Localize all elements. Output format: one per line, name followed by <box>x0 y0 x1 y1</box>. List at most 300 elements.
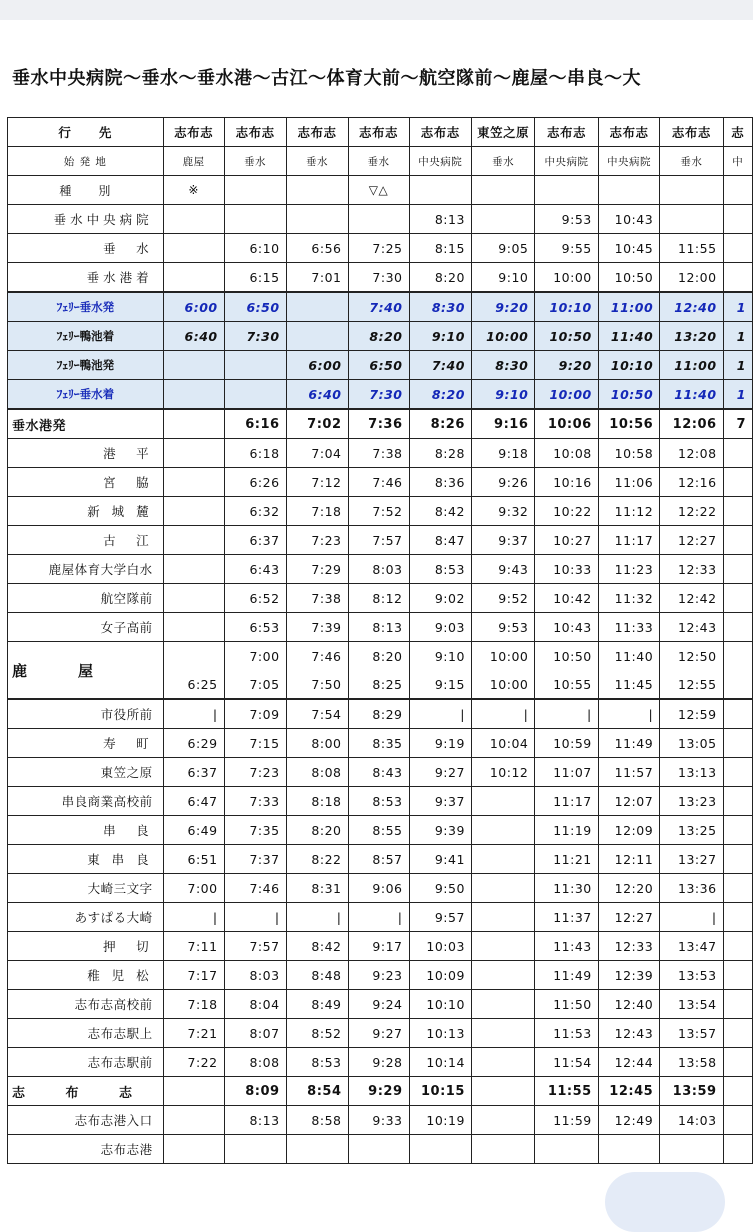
time-cell: 7:30 <box>348 263 409 293</box>
time-cell: 11:19 <box>535 816 598 845</box>
time-cell: 8:18 <box>286 787 348 816</box>
time-cell: 11:55 <box>660 234 723 263</box>
time-cell: | <box>286 903 348 932</box>
time-cell: 8:00 <box>286 729 348 758</box>
time-cell: 6:32 <box>224 497 286 526</box>
time-cell: 10:00 <box>535 380 598 410</box>
time-cell <box>723 1077 752 1106</box>
time-cell: 7:57 <box>348 526 409 555</box>
time-cell: 7:52 <box>348 497 409 526</box>
time-cell: 12:59 <box>660 699 723 729</box>
time-cell <box>598 1135 659 1164</box>
time-cell <box>163 1106 224 1135</box>
time-cell: 7:21 <box>163 1019 224 1048</box>
time-cell <box>471 816 534 845</box>
time-cell: 10:50 <box>535 322 598 351</box>
time-cell <box>348 205 409 234</box>
time-cell: 6:37 <box>163 758 224 787</box>
time-cell: 10:43 <box>598 205 659 234</box>
time-cell: 9:20 <box>471 292 534 322</box>
time-cell: | <box>163 699 224 729</box>
timetable-row <box>8 234 753 263</box>
time-cell: 8:30 <box>471 351 534 380</box>
timetable-row <box>8 1019 753 1048</box>
time-cell: 1 <box>723 380 752 410</box>
time-cell: 14:03 <box>660 1106 723 1135</box>
time-cell: 13:54 <box>660 990 723 1019</box>
time-cell: 1 <box>723 351 752 380</box>
timetable-row <box>8 263 753 293</box>
time-cell <box>723 205 752 234</box>
time-cell <box>224 351 286 380</box>
time-cell: 6:40 <box>286 380 348 410</box>
time-cell: | <box>348 903 409 932</box>
time-cell: 7:23 <box>286 526 348 555</box>
floating-action-button[interactable] <box>605 1172 725 1232</box>
timetable-row <box>8 816 753 845</box>
stop-label: 垂水港発 <box>8 409 164 439</box>
time-cell: 6:00 <box>163 292 224 322</box>
time-cell: 9:15 <box>409 670 471 699</box>
time-cell: 12:42 <box>660 584 723 613</box>
time-cell: 10:22 <box>535 497 598 526</box>
time-cell: 8:20 <box>348 642 409 671</box>
time-cell: 12:45 <box>598 1077 659 1106</box>
time-cell: 11:17 <box>598 526 659 555</box>
time-cell <box>723 439 752 468</box>
stop-label: あすぱる大崎 <box>8 903 164 932</box>
time-cell: 7:00 <box>163 874 224 903</box>
time-cell: 8:12 <box>348 584 409 613</box>
time-cell: 7 <box>723 409 752 439</box>
service-type-cell <box>224 176 286 205</box>
time-cell: 11:49 <box>598 729 659 758</box>
time-cell <box>535 1135 598 1164</box>
time-cell: 9:43 <box>471 555 534 584</box>
time-cell <box>471 1048 534 1077</box>
time-cell: 8:57 <box>348 845 409 874</box>
origin-cell: 垂水 <box>224 147 286 176</box>
time-cell <box>723 845 752 874</box>
time-cell: 8:53 <box>409 555 471 584</box>
time-cell: 7:18 <box>163 990 224 1019</box>
time-cell: 11:54 <box>535 1048 598 1077</box>
time-cell <box>471 961 534 990</box>
time-cell <box>723 555 752 584</box>
time-cell: 10:59 <box>535 729 598 758</box>
time-cell: 11:30 <box>535 874 598 903</box>
time-cell <box>723 1019 752 1048</box>
timetable-row <box>8 613 753 642</box>
destination-cell: 志布志 <box>286 118 348 147</box>
time-cell: 7:12 <box>286 468 348 497</box>
time-cell: 8:47 <box>409 526 471 555</box>
time-cell <box>224 380 286 410</box>
stop-label: 垂 水 <box>8 234 164 263</box>
time-cell: 8:48 <box>286 961 348 990</box>
time-cell <box>471 1019 534 1048</box>
stop-label: 寿 町 <box>8 729 164 758</box>
time-cell: 8:36 <box>409 468 471 497</box>
time-cell: 7:46 <box>348 468 409 497</box>
time-cell: 13:05 <box>660 729 723 758</box>
time-cell: 10:33 <box>535 555 598 584</box>
timetable-row <box>8 351 753 380</box>
time-cell: 6:18 <box>224 439 286 468</box>
time-cell: 10:04 <box>471 729 534 758</box>
time-cell <box>409 1135 471 1164</box>
time-cell: 6:10 <box>224 234 286 263</box>
timetable-row <box>8 932 753 961</box>
time-cell: 11:43 <box>535 932 598 961</box>
time-cell <box>723 932 752 961</box>
destination-cell: 志布志 <box>660 118 723 147</box>
timetable-row <box>8 787 753 816</box>
time-cell: 13:58 <box>660 1048 723 1077</box>
time-cell <box>163 584 224 613</box>
time-cell: 12:22 <box>660 497 723 526</box>
time-cell: 13:27 <box>660 845 723 874</box>
time-cell: 8:43 <box>348 758 409 787</box>
time-cell: 7:04 <box>286 439 348 468</box>
time-cell <box>723 961 752 990</box>
timetable-row <box>8 1106 753 1135</box>
time-cell <box>723 758 752 787</box>
stop-label: 志布志港 <box>8 1135 164 1164</box>
time-cell: 10:10 <box>409 990 471 1019</box>
header-row-destination <box>8 118 753 147</box>
time-cell: 10:09 <box>409 961 471 990</box>
time-cell: 7:23 <box>224 758 286 787</box>
time-cell: 9:52 <box>471 584 534 613</box>
timetable-row <box>8 468 753 497</box>
timetable-row <box>8 874 753 903</box>
time-cell: 11:40 <box>598 322 659 351</box>
time-cell: 11:53 <box>535 1019 598 1048</box>
stop-label: 市役所前 <box>8 699 164 729</box>
service-type-label: 種 別 <box>8 176 164 205</box>
time-cell: 11:55 <box>535 1077 598 1106</box>
time-cell: 7:46 <box>224 874 286 903</box>
time-cell: 8:03 <box>348 555 409 584</box>
stop-label: 女子高前 <box>8 613 164 642</box>
time-cell <box>471 990 534 1019</box>
time-cell <box>723 816 752 845</box>
time-cell: 9:33 <box>348 1106 409 1135</box>
time-cell: 7:39 <box>286 613 348 642</box>
time-cell: 11:00 <box>598 292 659 322</box>
time-cell: 11:12 <box>598 497 659 526</box>
time-cell <box>723 642 752 671</box>
time-cell: 9:57 <box>409 903 471 932</box>
time-cell <box>163 555 224 584</box>
service-type-cell: ※ <box>163 176 224 205</box>
timetable-row <box>8 1135 753 1164</box>
time-cell: 11:33 <box>598 613 659 642</box>
stop-label: 港 平 <box>8 439 164 468</box>
time-cell: 9:39 <box>409 816 471 845</box>
time-cell: 6:37 <box>224 526 286 555</box>
time-cell: 12:00 <box>660 263 723 293</box>
time-cell <box>723 497 752 526</box>
stop-label: 垂水中央病院 <box>8 205 164 234</box>
time-cell: 9:10 <box>471 380 534 410</box>
timetable-row <box>8 409 753 439</box>
time-cell <box>723 699 752 729</box>
time-cell <box>348 1135 409 1164</box>
time-cell: | <box>535 699 598 729</box>
time-cell <box>723 468 752 497</box>
time-cell: 8:15 <box>409 234 471 263</box>
time-cell: 9:53 <box>535 205 598 234</box>
timetable-row <box>8 1077 753 1106</box>
time-cell: 9:06 <box>348 874 409 903</box>
time-cell <box>163 380 224 410</box>
timetable-row <box>8 845 753 874</box>
time-cell <box>163 526 224 555</box>
timetable-row <box>8 497 753 526</box>
stop-label: ﾌｪﾘｰ垂水着 <box>8 380 164 410</box>
time-cell: 7:09 <box>224 699 286 729</box>
destination-cell: 志布志 <box>348 118 409 147</box>
time-cell <box>471 845 534 874</box>
time-cell: 11:40 <box>598 642 659 671</box>
time-cell: 7:05 <box>224 670 286 699</box>
time-cell: 9:16 <box>471 409 534 439</box>
time-cell: 10:55 <box>535 670 598 699</box>
time-cell <box>660 205 723 234</box>
time-cell <box>471 787 534 816</box>
destination-cell: 東笠之原 <box>471 118 534 147</box>
time-cell <box>471 874 534 903</box>
time-cell <box>163 263 224 293</box>
time-cell <box>163 351 224 380</box>
timetable-row <box>8 903 753 932</box>
time-cell: 12:43 <box>660 613 723 642</box>
timetable-row <box>8 380 753 410</box>
time-cell: 11:21 <box>535 845 598 874</box>
stop-label: 志 布 志 <box>8 1077 164 1106</box>
timetable-row <box>8 205 753 234</box>
time-cell: 13:23 <box>660 787 723 816</box>
time-cell <box>286 1135 348 1164</box>
time-cell: 11:32 <box>598 584 659 613</box>
stop-label: ﾌｪﾘｰ鴨池発 <box>8 351 164 380</box>
timetable-row <box>8 642 753 671</box>
time-cell <box>286 292 348 322</box>
time-cell <box>471 1135 534 1164</box>
timetable-row <box>8 990 753 1019</box>
time-cell: 8:20 <box>348 322 409 351</box>
time-cell: | <box>224 903 286 932</box>
time-cell <box>723 613 752 642</box>
time-cell: 8:58 <box>286 1106 348 1135</box>
service-type-cell <box>471 176 534 205</box>
time-cell: 9:18 <box>471 439 534 468</box>
time-cell: 10:56 <box>598 409 659 439</box>
time-cell: 8:53 <box>286 1048 348 1077</box>
time-cell: 8:13 <box>348 613 409 642</box>
time-cell: 10:12 <box>471 758 534 787</box>
time-cell <box>723 1048 752 1077</box>
time-cell: 6:16 <box>224 409 286 439</box>
time-cell: 12:16 <box>660 468 723 497</box>
service-type-cell <box>723 176 752 205</box>
time-cell: 9:19 <box>409 729 471 758</box>
time-cell: 8:42 <box>286 932 348 961</box>
destination-cell: 志布志 <box>163 118 224 147</box>
time-cell: 7:54 <box>286 699 348 729</box>
time-cell: 7:57 <box>224 932 286 961</box>
origin-cell: 中央病院 <box>535 147 598 176</box>
time-cell: 7:40 <box>348 292 409 322</box>
time-cell: 13:47 <box>660 932 723 961</box>
time-cell: 10:06 <box>535 409 598 439</box>
time-cell: 8:07 <box>224 1019 286 1048</box>
time-cell <box>471 932 534 961</box>
time-cell: 6:29 <box>163 729 224 758</box>
time-cell: 12:07 <box>598 787 659 816</box>
time-cell: 9:10 <box>409 322 471 351</box>
time-cell: 8:08 <box>286 758 348 787</box>
time-cell: 12:40 <box>660 292 723 322</box>
time-cell <box>723 263 752 293</box>
time-cell: 12:11 <box>598 845 659 874</box>
stop-label: 志布志駅前 <box>8 1048 164 1077</box>
time-cell: 10:42 <box>535 584 598 613</box>
stop-label: 志布志港入口 <box>8 1106 164 1135</box>
time-cell: 10:00 <box>535 263 598 293</box>
time-cell: 10:19 <box>409 1106 471 1135</box>
time-cell: 13:53 <box>660 961 723 990</box>
time-cell: 7:01 <box>286 263 348 293</box>
origin-cell: 垂水 <box>348 147 409 176</box>
time-cell: 12:06 <box>660 409 723 439</box>
time-cell: 10:14 <box>409 1048 471 1077</box>
time-cell: 7:00 <box>224 642 286 671</box>
time-cell <box>163 642 224 671</box>
time-cell: 10:16 <box>535 468 598 497</box>
time-cell: 7:29 <box>286 555 348 584</box>
time-cell: 12:40 <box>598 990 659 1019</box>
time-cell: 7:36 <box>348 409 409 439</box>
time-cell: 6:56 <box>286 234 348 263</box>
time-cell: 8:13 <box>224 1106 286 1135</box>
origin-cell: 中央病院 <box>598 147 659 176</box>
time-cell: 8:28 <box>409 439 471 468</box>
time-cell <box>163 439 224 468</box>
origin-cell: 中 <box>723 147 752 176</box>
time-cell: 11:50 <box>535 990 598 1019</box>
time-cell: 11:45 <box>598 670 659 699</box>
time-cell <box>286 322 348 351</box>
time-cell: 6:26 <box>224 468 286 497</box>
time-cell: 12:27 <box>598 903 659 932</box>
time-cell: 11:57 <box>598 758 659 787</box>
time-cell: 10:50 <box>598 263 659 293</box>
time-cell: 9:02 <box>409 584 471 613</box>
time-cell: 10:58 <box>598 439 659 468</box>
time-cell: 8:20 <box>409 380 471 410</box>
time-cell: 9:55 <box>535 234 598 263</box>
time-cell: 11:00 <box>660 351 723 380</box>
time-cell: 8:04 <box>224 990 286 1019</box>
time-cell: 12:50 <box>660 642 723 671</box>
timetable-row <box>8 699 753 729</box>
time-cell: 7:38 <box>286 584 348 613</box>
time-cell: 12:55 <box>660 670 723 699</box>
status-bar <box>0 0 753 20</box>
time-cell: 7:50 <box>286 670 348 699</box>
time-cell: 8:20 <box>286 816 348 845</box>
time-cell: 7:37 <box>224 845 286 874</box>
destination-label: 行 先 <box>8 118 164 147</box>
time-cell: 6:00 <box>286 351 348 380</box>
time-cell: 10:03 <box>409 932 471 961</box>
time-cell: 7:18 <box>286 497 348 526</box>
time-cell: 9:17 <box>348 932 409 961</box>
time-cell <box>723 787 752 816</box>
time-cell <box>224 205 286 234</box>
origin-cell: 垂水 <box>660 147 723 176</box>
time-cell <box>163 205 224 234</box>
time-cell: 10:00 <box>471 670 534 699</box>
time-cell: | <box>598 699 659 729</box>
stop-label: ﾌｪﾘｰ鴨池着 <box>8 322 164 351</box>
time-cell <box>723 584 752 613</box>
time-cell: 11:17 <box>535 787 598 816</box>
time-cell: 11:59 <box>535 1106 598 1135</box>
header-row-service-type <box>8 176 753 205</box>
timetable-row <box>8 439 753 468</box>
header-row-origin <box>8 147 753 176</box>
time-cell <box>471 1077 534 1106</box>
destination-cell: 志布志 <box>409 118 471 147</box>
time-cell: 6:25 <box>163 670 224 699</box>
time-cell: 6:50 <box>348 351 409 380</box>
origin-cell: 垂水 <box>471 147 534 176</box>
time-cell: 10:50 <box>598 380 659 410</box>
time-cell: | <box>660 903 723 932</box>
time-cell: 13:57 <box>660 1019 723 1048</box>
time-cell: 6:49 <box>163 816 224 845</box>
time-cell: 13:20 <box>660 322 723 351</box>
time-cell <box>723 670 752 699</box>
service-type-cell: ▽△ <box>348 176 409 205</box>
time-cell: 12:44 <box>598 1048 659 1077</box>
time-cell: 7:33 <box>224 787 286 816</box>
time-cell: 11:49 <box>535 961 598 990</box>
stop-label: 鹿 屋 <box>8 642 164 700</box>
time-cell <box>471 1106 534 1135</box>
time-cell: 11:06 <box>598 468 659 497</box>
service-type-cell <box>660 176 723 205</box>
stop-label: 大崎三文字 <box>8 874 164 903</box>
time-cell: 7:30 <box>224 322 286 351</box>
time-cell: 6:52 <box>224 584 286 613</box>
time-cell: 12:20 <box>598 874 659 903</box>
origin-cell: 中央病院 <box>409 147 471 176</box>
destination-cell: 志布志 <box>224 118 286 147</box>
service-type-cell <box>598 176 659 205</box>
time-cell <box>163 1077 224 1106</box>
time-cell: 9:29 <box>348 1077 409 1106</box>
stop-label: 押 切 <box>8 932 164 961</box>
time-cell: 9:10 <box>409 642 471 671</box>
time-cell: 10:00 <box>471 642 534 671</box>
time-cell: 9:41 <box>409 845 471 874</box>
time-cell: 9:53 <box>471 613 534 642</box>
